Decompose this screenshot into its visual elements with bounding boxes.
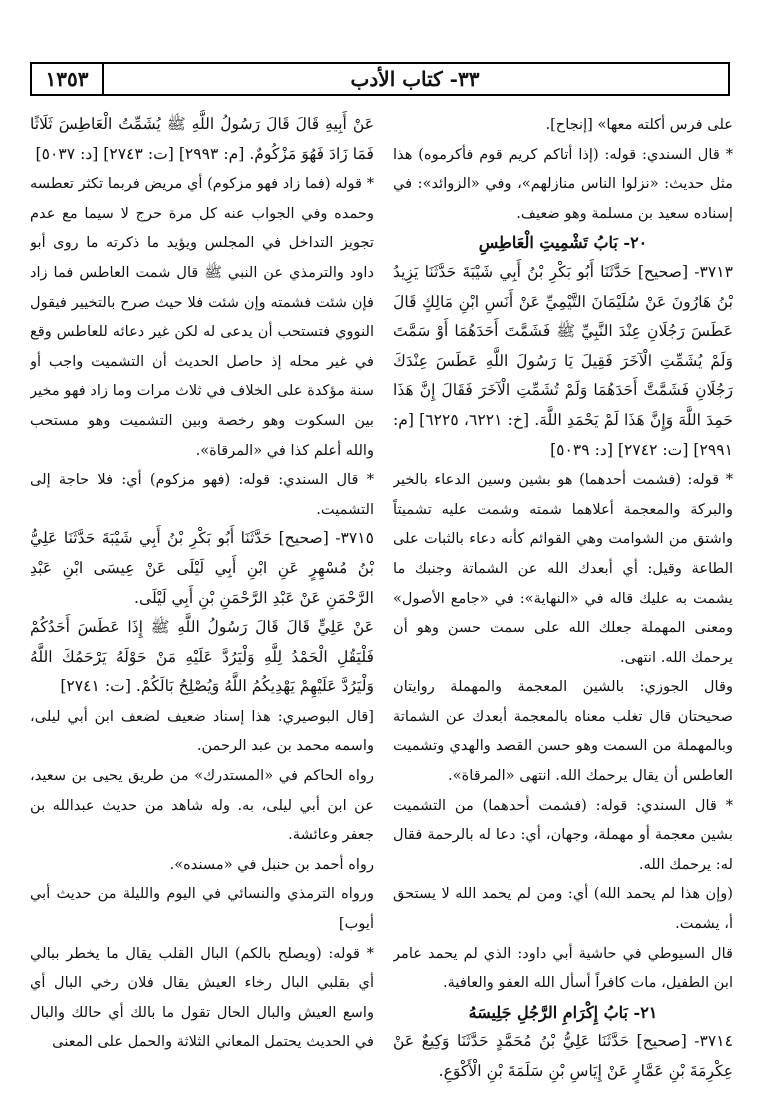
chapter-heading: ٢٠- بَابُ تَشْمِيتِ الْعَاطِسِ: [478, 233, 648, 253]
commentary-paragraph: * قال السندي: قوله: (إذا أتاكم كريم قوم فأكرموه) هذا مثل حديث: «نزلوا الناس منازلهم»، وفي «الزوائد»: في إسناده سعيد بن مسلمة وهو ضعيف.: [393, 145, 733, 222]
commentary-paragraph: رواه الحاكم في «المستدرك» من طريق يحيى بن سعيد، عن ابن أبي ليلى، به. وله شاهد من حديث عبدالله بن جعفر وعائشة.: [30, 767, 374, 844]
hadith-text: عَنْ عَلِيٍّ قَالَ قَالَ رَسُولُ اللَّهِ ﷺ إِذَا عَطَسَ أَحَدُكُمْ فَلْيَقُلِ الْحَمْدُ لِلَّهِ وَلْيَرُدَّ عَلَيْهِ مَنْ حَوْلَهُ يَرْحَمُكَ اللَّهُ وَلْيَرُدَّ عَلَيْهِمْ يَهْدِيكُمُ اللَّهُ وَيُصْلِحُ بَالَكُمْ. [ت: ٢٧٤١]: [30, 618, 374, 696]
chapter-heading: ٢١- بَابُ إِكْرَامِ الرَّجُلِ جَلِيسَهُ: [468, 1002, 658, 1022]
page-number: ١٣٥٣: [32, 64, 104, 94]
page-header: [30, 62, 730, 96]
book-title: ٣٣- كتاب الأدب: [350, 67, 480, 91]
right-column: [393, 110, 733, 1090]
commentary-paragraph: ورواه الترمذي والنسائي في اليوم والليلة من حديث أبي أيوب]: [30, 885, 374, 933]
hadith-text: عَنْ أَبِيهِ قَالَ قَالَ رَسُولُ اللَّهِ ﷺ يُشَمِّتُ الْعَاطِسَ ثَلَاثًا فَمَا زَادَ فَهُوَ مَزْكُومٌ. [م: ٢٩٩٣] [ت: ٢٧٤٣] [د: ٥٠٣٧]: [30, 115, 374, 163]
hadith-text: ٣٧١٥- [صحيح] حَدَّثَنَا أَبُو بَكْرِ بْنُ أَبِي شَيْبَةَ حَدَّثَنَا عَلِيُّ بْنُ مُسْهِرٍ عَنِ ابْنِ أَبِي لَيْلَى عَنْ عِيسَى ابْنِ عَبْدِ الرَّحْمَنِ عَنْ عَبْدِ الرَّحْمَنِ بْنِ أَبِي لَيْلَى.: [30, 529, 374, 607]
commentary-paragraph: [قال البوصيري: هذا إسناد ضعيف لضعف ابن أبي ليلى، واسمه محمد بن عبد الرحمن.: [30, 707, 374, 755]
hadith-text: ٣٧١٣- [صحيح] حَدَّثَنَا أَبُو بَكْرِ بْنُ أَبِي شَيْبَةَ حَدَّثَنَا يَزِيدُ بْنُ هَارُونَ عَنْ سُلَيْمَانَ التَّيْمِيِّ عَنْ أَنَسِ ابْنِ مَالِكٍ قَالَ عَطَسَ رَجُلَانِ عِنْدَ النَّبِيِّ ﷺ فَشَمَّتَ أَحَدَهُمَا أَوْ سَمَّتَ وَلَمْ يُشَمِّتِ الْآخَرَ فَقِيلَ يَا رَسُولَ اللَّهِ عَطَسَ عِنْدَكَ رَجُلَانِ فَشَمَّتَّ أَحَدَهُمَا وَلَمْ تُشَمِّتِ الْآخَرَ فَقَالَ إِنَّ هَذَا حَمِدَ اللَّهَ وَإِنَّ هَذَا لَمْ يَحْمَدِ اللَّهَ. [خ: ٦٢٢١، ٦٢٢٥] [م: ٢٩٩١] [ت: ٢٧٤٢] [د: ٥٠٣٩]: [393, 262, 733, 459]
commentary-paragraph: * قوله: (فشمت أحدهما) هو بشين وسين الدعاء بالخير والبركة والمعجمة أعلاهما شمته وشمت عليه تشميتاً واشتق من الشوامت وهي القوائم كأنه دعاء بالثبات على الطاعة وقيل: أي أبعدك الله عن الشماتة وجنبك ما يشمت به عليك قاله في «النهاية»: في «جامع الأصول» ومعنى المهملة جعلك الله على سمت حسن وهو أن يرحمك الله. انتهى.: [393, 471, 733, 666]
commentary-paragraph: على فرس أكلته معها» [إنجاح].: [545, 116, 733, 133]
commentary-paragraph: قال السيوطي في حاشية أبي داود: الذي لم يحمد عامر ابن الطفيل، مات كافراً أسأل الله العفو والعافية.: [393, 944, 733, 992]
commentary-paragraph: * قوله: (ويصلح بالكم) البال القلب يقال ما يخطر ببالي أي بقلبي البال رخاء العيش يقال فلان رخي البال أي واسع العيش والبال الحال تقول ما بالك أي حالك والبال في الحديث يحتمل المعاني الثلاثة والحمل على المعنى: [30, 944, 374, 1051]
hadith-text: ٣٧١٤- [صحيح] حَدَّثَنَا عَلِيُّ بْنُ مُحَمَّدٍ حَدَّثَنَا وَكِيعٌ عَنْ عِكْرِمَةَ بْنِ عَمَّارٍ عَنْ إِيَاسِ بْنِ سَلَمَةَ بْنِ الْأَكْوَعِ.: [393, 1032, 733, 1080]
commentary-paragraph: * قال السندي: قوله: (فشمت أحدهما) من التشميت بشين معجمة أو مهملة، وجهان، أي: دعا له بالرحمة فقال له: يرحمك الله.: [393, 796, 733, 873]
commentary-paragraph: رواه أحمد بن حنبل في «مسنده».: [169, 855, 374, 873]
commentary-paragraph: وقال الجوزي: بالشين المعجمة والمهملة روايتان صحيحتان قال تغلب معناه بالمعجمة أبعدك عن الشماتة وبالمهملة من السمت وهو حسن القصد والهدي وتشميت العاطس أن يقال يرحمك الله. انتهى «المرقاة».: [393, 678, 733, 785]
commentary-paragraph: * قال السندي: قوله: (فهو مزكوم) أي: فلا حاجة إلى التشميت.: [30, 471, 374, 518]
commentary-paragraph: (وإن هذا لم يحمد الله) أي: ومن لم يحمد الله لا يستحق أ، يشمت.: [393, 885, 733, 933]
commentary-paragraph: * قوله (فما زاد فهو مزكوم) أي مريض فربما تكثر تعطسه وحمده وفي الجواب عنه كل مرة حرج لا سيما مع عدم تجويز التداخل في المجلس ويؤيد ما ذكرته ما روى أبو داود والترمذي عن النبي ﷺ قال شمت العاطس فما زاد فإن شئت فشمته وإن شئت فلا حيث صرح بالتخيير فيقول النووي فتستحب أن يدعى له لكن غير دعائه للعاطس وقع في غير محله إذ حاصل الحديث أن التشميت واجب أو سنة مؤكدة على الخلاف في ثلاث مرات وما زاد فهو مخير بين السكوت وهو رخصة وبين التشميت وهو مستحب والله أعلم كذا في «المرقاة».: [30, 175, 374, 459]
left-column: [30, 110, 374, 1090]
